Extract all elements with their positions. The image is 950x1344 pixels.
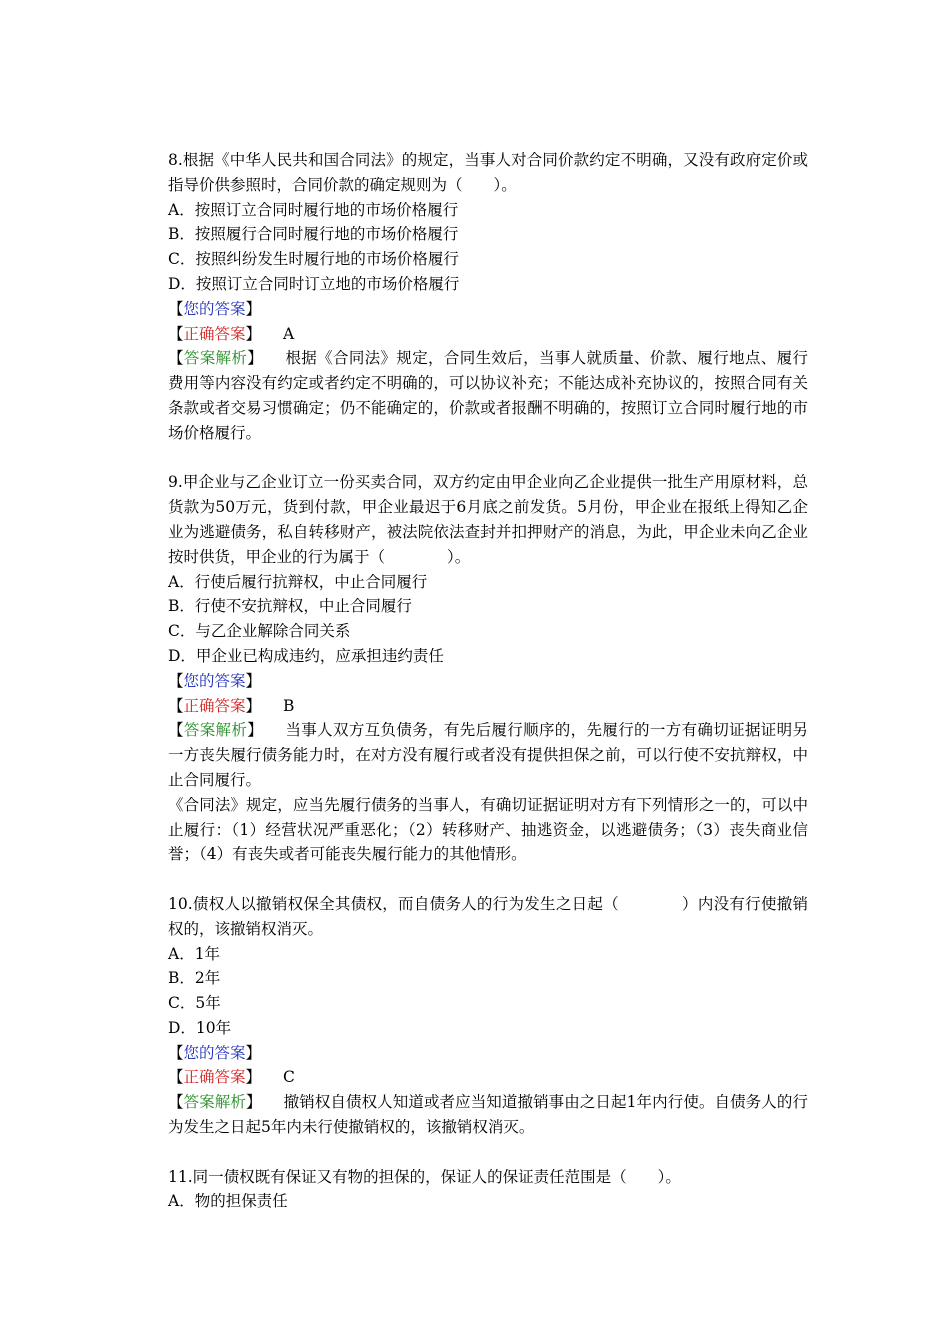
option-c: C．5年 [168,994,221,1013]
your-answer-row: 【您的答案】 [168,1043,262,1062]
correct-answer-row: 【正确答案】 B [168,696,295,715]
your-answer-label: 您的答案 [183,671,246,690]
option-a: A．1年 [168,944,221,963]
correct-answer-label: 正确答案 [183,324,246,343]
question-stem: 9.甲企业与乙企业订立一份买卖合同，双方约定由甲企业向乙企业提供一批生产用原材料，总货款为50万元，货到付款，甲企业最迟于6月底之前发货。5月份，甲企业在报纸上得知乙企业为逃避债务，私自转移财产，被法院依法查封并扣押财产的消息，为此，甲企业未向乙企业按时供货，甲企业的行为属于（ ）。 [168,473,808,566]
analysis-row: 【答案解析】 撤销权自债权人知道或者应当知道撤销事由之日起1年内行使。自债务人的行为发生之日起5年内未行使撤销权的，该撤销权消灭。 [168,1093,808,1137]
correct-answer-value: C [283,1068,295,1087]
option-c: C．按照纠纷发生时履行地的市场价格履行 [168,250,459,269]
question-11 [168,1165,808,1215]
analysis-label: 答案解析 [183,1093,246,1112]
analysis-text: 撤销权自债权人知道或者应当知道撤销事由之日起1年内行使。自债务人的行为发生之日起5年内未行使撤销权的，该撤销权消灭。 [168,1093,808,1137]
option-a: A．物的担保责任 [168,1192,288,1211]
correct-answer-row: 【正确答案】 C [168,1068,295,1087]
option-b: B．按照履行合同时履行地的市场价格履行 [168,225,459,244]
your-answer-label: 您的答案 [183,1043,246,1062]
option-b: B．2年 [168,969,221,988]
question-stem: 8.根据《中华人民共和国合同法》的规定，当事人对合同价款约定不明确，又没有政府定价或指导价供参照时，合同价款的确定规则为（ ）。 [168,151,808,194]
question-10 [168,892,808,1140]
correct-answer-row: 【正确答案】 A [168,324,295,343]
analysis-label: 答案解析 [183,349,248,368]
option-a: A．按照订立合同时履行地的市场价格履行 [168,200,459,219]
analysis-text: 根据《合同法》规定，合同生效后，当事人就质量、价款、履行地点、履行费用等内容没有约定或者约定不明确的，可以协议补充；不能达成补充协议的，按照合同有关条款或者交易习惯确定；仍不能确定的，价款或者报酬不明确的，按照订立合同时履行地的市场价格履行。 [168,349,808,442]
option-d: D．甲企业已构成违约，应承担违约责任 [168,646,444,665]
your-answer-row: 【您的答案】 [168,671,262,690]
your-answer-row: 【您的答案】 [168,299,262,318]
analysis-row: 【答案解析】 当事人双方互负债务，有先后履行顺序的，先履行的一方有确切证据证明另一方丧失履行债务能力时，在对方没有履行或者没有提供担保之前，可以行使不安抗辩权，中止合同履行。 [168,721,808,789]
question-9 [168,470,808,867]
analysis-text-2: 《合同法》规定，应当先履行债务的当事人，有确切证据证明对方有下列情形之一的，可以中止履行：（1）经营状况严重恶化；（2）转移财产、抽逃资金，以逃避债务；（3）丧失商业信誉；（4）有丧失或者可能丧失履行能力的其他情形。 [168,795,808,864]
option-c: C．与乙企业解除合同关系 [168,622,351,641]
question-stem: 11.同一债权既有保证又有物的担保的，保证人的保证责任范围是（ ）。 [168,1167,681,1186]
option-d: D．按照订立合同时订立地的市场价格履行 [168,274,460,293]
option-d: D．10年 [168,1018,232,1037]
option-a: A．行使后履行抗辩权，中止合同履行 [168,572,428,591]
analysis-label: 答案解析 [183,721,248,740]
correct-answer-label: 正确答案 [183,696,246,715]
question-stem: 10.债权人以撤销权保全其债权，而自债务人的行为发生之日起（ ）内没有行使撤销权的，该撤销权消灭。 [168,894,808,938]
correct-answer-value: B [283,696,295,715]
option-b: B．行使不安抗辩权，中止合同履行 [168,597,412,616]
correct-answer-value: A [283,324,295,343]
analysis-text: 当事人双方互负债务，有先后履行顺序的，先履行的一方有确切证据证明另一方丧失履行债务能力时，在对方没有履行或者没有提供担保之前，可以行使不安抗辩权，中止合同履行。 [168,721,808,789]
your-answer-label: 您的答案 [183,299,246,318]
correct-answer-label: 正确答案 [183,1068,246,1087]
analysis-row: 【答案解析】 根据《合同法》规定，合同生效后，当事人就质量、价款、履行地点、履行费用等内容没有约定或者约定不明确的，可以协议补充；不能达成补充协议的，按照合同有关条款或者交易习惯确定；仍不能确定的，价款或者报酬不明确的，按照订立合同时履行地的市场价格履行。 [168,349,808,442]
document-page [168,148,808,1239]
question-8 [168,148,808,446]
